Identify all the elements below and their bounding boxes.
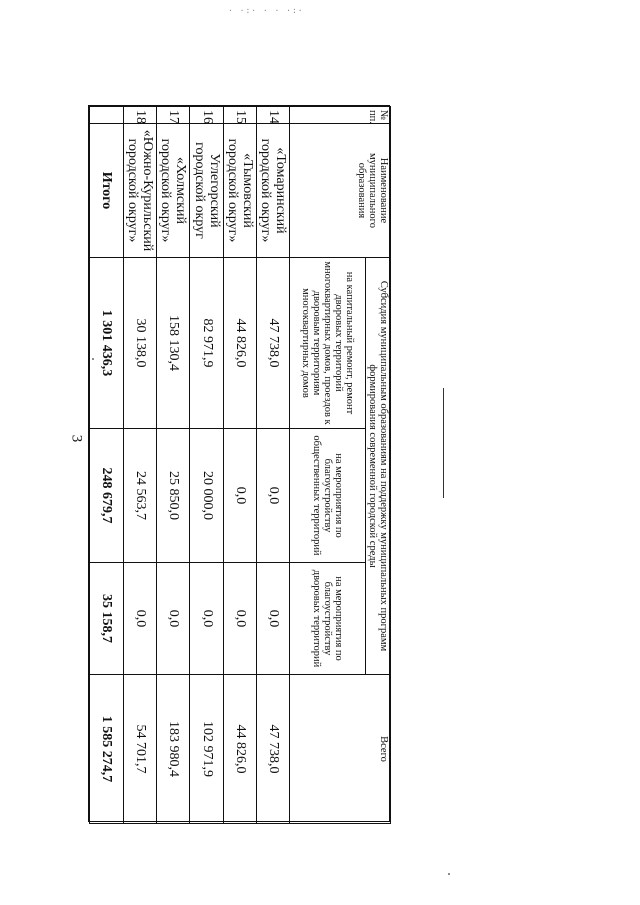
totals-capital-repair: 1 301 436,3 bbox=[90, 258, 124, 429]
header-num: № пп. bbox=[290, 107, 391, 124]
total-value: 54 701,7 bbox=[124, 675, 157, 824]
capital-repair-value: 47 738,0 bbox=[256, 258, 289, 429]
totals-label: Итого bbox=[90, 124, 124, 258]
totals-row bbox=[90, 107, 124, 824]
total-value: 44 826,0 bbox=[223, 675, 256, 824]
municipality-name: Углегорский городской округ bbox=[190, 124, 223, 258]
header-row-1 bbox=[366, 107, 391, 824]
municipality-name: «Томаринский городской округ» bbox=[256, 124, 289, 258]
yard-territories-value: 0,0 bbox=[124, 563, 157, 675]
capital-repair-value: 30 138,0 bbox=[124, 258, 157, 429]
public-territories-value: 0,0 bbox=[223, 429, 256, 563]
scan-noise: · ·:· · · ·:· bbox=[228, 6, 304, 15]
row-number: 15 bbox=[223, 107, 256, 124]
municipality-name: «Южно-Курильский городской округ» bbox=[124, 124, 157, 258]
totals-total: 1 585 274,7 bbox=[90, 675, 124, 824]
yard-territories-value: 0,0 bbox=[190, 563, 223, 675]
public-territories-value: 20 000,0 bbox=[190, 429, 223, 563]
subsidy-table bbox=[89, 106, 391, 824]
header-public-territories: на мероприятия по благоустройству общественных территорий bbox=[290, 429, 366, 563]
municipality-name: «Холмский городской округ» bbox=[157, 124, 190, 258]
total-value: 47 738,0 bbox=[256, 675, 289, 824]
yard-territories-value: 0,0 bbox=[256, 563, 289, 675]
table-row bbox=[124, 107, 157, 824]
row-number: 17 bbox=[157, 107, 190, 124]
table-row bbox=[190, 107, 223, 824]
scan-speck bbox=[448, 873, 450, 875]
yard-territories-value: 0,0 bbox=[223, 563, 256, 675]
subsidy-table-frame bbox=[88, 105, 390, 822]
totals-num-cell bbox=[90, 107, 124, 124]
public-territories-value: 24 563,7 bbox=[124, 429, 157, 563]
table-row bbox=[223, 107, 256, 824]
header-total: Всего bbox=[290, 675, 391, 824]
header-subsidy-group: Субсидия муниципальным образованиям на поддержку муниципальных программ формирования современной городской среды bbox=[366, 258, 391, 675]
binding-line bbox=[443, 388, 444, 498]
capital-repair-value: 158 130,4 bbox=[157, 258, 190, 429]
totals-public-territories: 248 679,7 bbox=[90, 429, 124, 563]
total-value: 102 971,9 bbox=[190, 675, 223, 824]
table-row bbox=[256, 107, 289, 824]
row-number: 14 bbox=[256, 107, 289, 124]
capital-repair-value: 44 826,0 bbox=[223, 258, 256, 429]
yard-territories-value: 0,0 bbox=[157, 563, 190, 675]
row-number: 16 bbox=[190, 107, 223, 124]
municipality-name: «Тымовский городской округ» bbox=[223, 124, 256, 258]
header-capital-repair: на капитальный ремонт, ремонт дворовых территорий многоквартирных домов, проездов к дворовым территориям многоквартирных домов bbox=[290, 258, 366, 429]
totals-yard-territories: 35 158,7 bbox=[90, 563, 124, 675]
rotated-table-wrapper bbox=[89, 106, 391, 823]
table-row bbox=[157, 107, 190, 824]
public-territories-value: 0,0 bbox=[256, 429, 289, 563]
header-yard-territories: на мероприятия по благоустройству дворовых территорий bbox=[290, 563, 366, 675]
page-number: 3 bbox=[68, 434, 85, 443]
header-name: Наименование муниципального образования bbox=[290, 124, 391, 258]
public-territories-value: 25 850,0 bbox=[157, 429, 190, 563]
row-number: 18 bbox=[124, 107, 157, 124]
capital-repair-value: 82 971,9 bbox=[190, 258, 223, 429]
total-value: 183 980,4 bbox=[157, 675, 190, 824]
